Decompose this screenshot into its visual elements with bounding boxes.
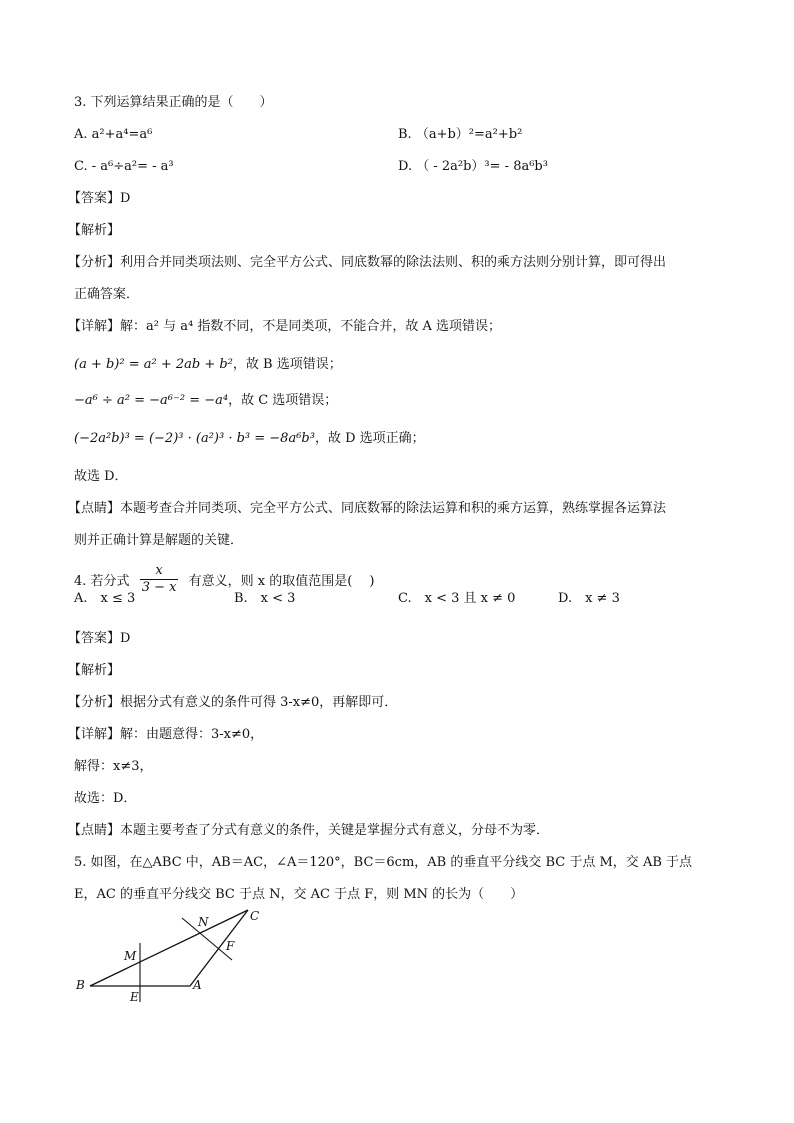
q3-stem: 3. 下列运算结果正确的是（ ）	[74, 95, 273, 110]
q4-stem-pre: 4. 若分式	[74, 574, 130, 589]
q3-step4	[74, 430, 425, 448]
answer-value: D	[120, 631, 131, 646]
q3-option-c: C. - a⁶÷a²= - a³	[74, 159, 174, 174]
q4-conclusion: 故选：D．	[74, 791, 137, 806]
dianjing-tag: 【点睛】	[68, 501, 121, 516]
fenxi-text: 根据分式有意义的条件可得 3-x≠0，再解即可．	[120, 695, 398, 710]
xiangjie-text: 解：由题意得：3-x≠0，	[120, 727, 264, 742]
q3-option-b: B. （a+b）²=a²+b²	[398, 127, 523, 142]
segment-bc	[90, 910, 248, 986]
answer-tag: 【答案】	[68, 191, 121, 206]
label-b: B	[76, 978, 85, 992]
label-m: M	[124, 949, 137, 963]
q5-triangle-figure	[70, 905, 270, 1015]
label-n: N	[198, 915, 209, 929]
step3-text: ，故 C 选项错误；	[228, 393, 338, 408]
q4-fraction	[140, 563, 179, 596]
step2-text: ，故 B 选项错误；	[232, 357, 342, 372]
q4-xiangjie-line	[68, 726, 263, 744]
q5-stem-line1: 5. 如图，在△ABC 中，AB＝AC，∠A＝120°，BC＝6cm，AB 的垂直平分线交 BC 于点 M，交 AB 于点	[74, 855, 693, 870]
dianjing-tag: 【点睛】	[68, 823, 121, 838]
q3-fenxi-line1	[68, 254, 666, 272]
q3-option-d: D. （ - 2a²b）³= - 8a⁶b³	[398, 159, 548, 174]
label-c: C	[250, 909, 260, 923]
q4-solve: 解得：x≠3，	[74, 759, 153, 774]
step3-math: −a⁶ ÷ a² = −a⁶⁻² = −a⁴	[74, 393, 229, 408]
q4-option-d: D. x ≠ 3	[558, 591, 620, 606]
dianjing-text: 本题主要考查了分式有意义的条件，关键是掌握分式有意义，分母不为零．	[120, 823, 550, 838]
q3-analysis-tag	[68, 222, 120, 240]
q4-frac-num: x	[140, 563, 179, 580]
answer-value: D	[120, 191, 131, 206]
q4-option-b: B. x < 3	[234, 591, 296, 606]
q4-frac-den: 3 − x	[141, 580, 177, 595]
q4-dianjing-line	[68, 822, 549, 840]
q3-conclusion: 故选 D．	[74, 469, 128, 484]
step2-math: (a + b)² = a² + 2ab + b²	[74, 357, 233, 372]
step4-text: ，故 D 选项正确；	[314, 431, 425, 446]
q3-step2	[74, 356, 342, 374]
answer-tag: 【答案】	[68, 631, 121, 646]
q3-dianjing-line1	[68, 500, 666, 518]
analysis-tag: 【解析】	[68, 663, 121, 678]
q5-stem-line2: E，AC 的垂直平分线交 BC 于点 N，交 AC 于点 F，则 MN 的长为（ ）	[74, 887, 524, 902]
q3-xiangjie-line	[68, 318, 501, 336]
q3-option-a: A. a²+a⁴=a⁶	[74, 127, 153, 142]
q3-dianjing-line2: 则并正确计算是解题的关键．	[74, 533, 244, 548]
q3-answer-line	[68, 190, 130, 208]
fenxi-tag: 【分析】	[68, 695, 121, 710]
step4-math: (−2a²b)³ = (−2)³ · (a²)³ · b³ = −8a⁶b³	[74, 431, 315, 446]
label-a: A	[193, 978, 202, 992]
q4-stem-post: 有意义，则 x 的取值范围是( )	[188, 574, 375, 589]
q4-option-c: C. x < 3 且 x ≠ 0	[398, 591, 516, 606]
xiangjie-tag: 【详解】	[68, 727, 121, 742]
label-f: F	[226, 939, 235, 953]
fenxi-tag: 【分析】	[68, 255, 121, 270]
dianjing-text: 本题考查合并同类项、完全平方公式、同底数幂的除法运算和积的乘方运算，熟练掌握各运算法	[120, 501, 667, 516]
fenxi-text: 利用合并同类项法则、完全平方公式、同底数幂的除法法则、积的乘方法则分别计算，即可得出	[120, 255, 667, 270]
xiangjie-tag: 【详解】	[68, 319, 121, 334]
analysis-tag: 【解析】	[68, 223, 121, 238]
q4-answer-line	[68, 630, 130, 648]
q4-analysis-tag	[68, 662, 120, 680]
q3-fenxi-line2: 正确答案．	[74, 287, 140, 302]
q4-option-a: A. x ≤ 3	[74, 591, 136, 606]
q4-fenxi-line	[68, 694, 397, 712]
step1-text: 解：a² 与 a⁴ 指数不同，不是同类项，不能合并，故 A 选项错误；	[120, 319, 501, 334]
q3-step3	[74, 392, 337, 410]
label-e: E	[130, 990, 139, 1004]
